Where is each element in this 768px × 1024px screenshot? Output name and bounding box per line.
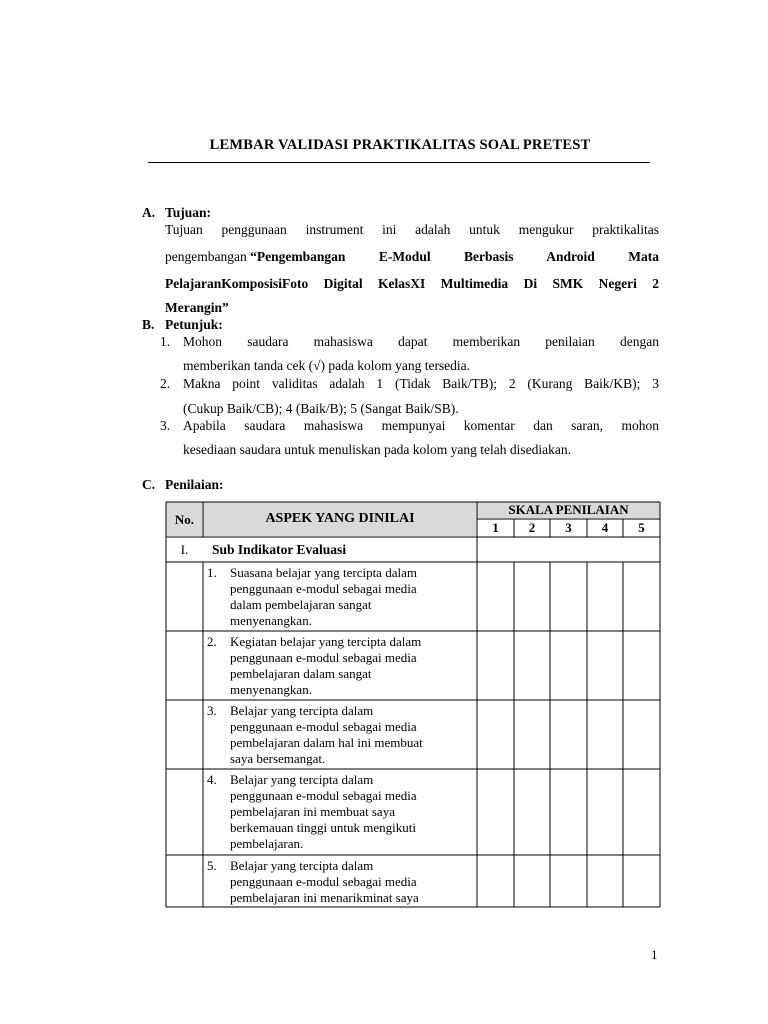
section-b-letter: B.: [142, 317, 155, 332]
row-3-line-3: pembelajaran dalam hal ini membuat: [230, 735, 423, 750]
section-b-heading: Petunjuk:: [165, 317, 223, 332]
row-3-line-4: saya bersemangat.: [230, 751, 326, 766]
header-no: No.: [174, 512, 195, 527]
section-a-line-2-bold: “Pengembangan E-Modul Berbasis Android Mata: [250, 249, 659, 264]
section-a-line-4: Merangin”: [165, 300, 229, 315]
page-number: 1: [651, 947, 658, 962]
row-4-line-5: pembelajaran.: [230, 836, 304, 851]
row-4-number: 4.: [207, 772, 217, 787]
scale-value-2: 2: [528, 520, 536, 535]
section-c-heading: Penilaian:: [165, 477, 224, 492]
row-2-line-1: Kegiatan belajar yang tercipta dalam: [230, 634, 422, 649]
row-5-line-2: penggunaan e-modul sebagai media: [230, 874, 417, 889]
row-1-line-3: dalam pembelajaran sangat: [230, 597, 372, 612]
section-a-line-3: PelajaranKomposisiFoto Digital KelasXI Multimedia Di SMK Negeri 2: [165, 276, 659, 291]
row-2-line-4: menyenangkan.: [230, 682, 312, 697]
instruction-3-line-1: Apabila saudara mahasiswa mempunyai komentar dan saran, mohon: [183, 418, 659, 433]
group-number: I.: [180, 542, 189, 557]
scale-value-1: 1: [492, 520, 499, 535]
scale-value-3: 3: [565, 520, 572, 535]
row-5-line-3: pembelajaran ini menarikminat saya: [230, 890, 419, 905]
instruction-2-number: 2.: [160, 376, 171, 391]
row-4-line-4: berkemauan tinggi untuk mengikuti: [230, 820, 416, 835]
row-3-line-1: Belajar yang tercipta dalam: [230, 703, 374, 718]
instruction-1-line-1: Mohon saudara mahasiswa dapat memberikan penilaian dengan: [183, 334, 659, 349]
instruction-2-line-2: (Cukup Baik/CB); 4 (Baik/B); 5 (Sangat Baik/SB).: [183, 401, 459, 416]
row-1-line-4: menyenangkan.: [230, 613, 312, 628]
scale-value-5: 5: [638, 520, 645, 535]
row-3-number: 3.: [207, 703, 217, 718]
section-a-line-2-prefix: pengembangan: [165, 249, 251, 264]
header-aspect: ASPEK YANG DINILAI: [265, 511, 415, 526]
section-a-letter: A.: [142, 205, 156, 220]
section-c-letter: C.: [142, 477, 156, 492]
row-2-line-2: penggunaan e-modul sebagai media: [230, 650, 417, 665]
row-1-line-2: penggunaan e-modul sebagai media: [230, 581, 417, 596]
scale-value-4: 4: [601, 520, 609, 535]
row-4-line-1: Belajar yang tercipta dalam: [230, 772, 374, 787]
row-5-line-1: Belajar yang tercipta dalam: [230, 858, 374, 873]
instruction-3-line-2: kesediaan saudara untuk menuliskan pada kolom yang telah disediakan.: [183, 442, 572, 457]
section-a-line-1: Tujuan penggunaan instrument ini adalah untuk mengukur praktikalitas: [165, 222, 659, 237]
row-2-line-3: pembelajaran dalam sangat: [230, 666, 372, 681]
row-3-line-2: penggunaan e-modul sebagai media: [230, 719, 417, 734]
instruction-3-number: 3.: [160, 418, 171, 433]
instruction-1-line-2: memberikan tanda cek (√) pada kolom yang tersedia.: [183, 358, 471, 373]
row-1-number: 1.: [207, 565, 217, 580]
group-label: Sub Indikator Evaluasi: [212, 542, 347, 557]
instruction-2-line-1: Makna point validitas adalah 1 (Tidak Baik/TB); 2 (Kurang Baik/KB); 3: [183, 376, 659, 391]
instruction-1-number: 1.: [160, 334, 171, 349]
row-5-number: 5.: [207, 858, 217, 873]
document-title: LEMBAR VALIDASI PRAKTIKALITAS SOAL PRETEST: [209, 137, 591, 153]
row-4-line-2: penggunaan e-modul sebagai media: [230, 788, 417, 803]
row-1-line-1: Suasana belajar yang tercipta dalam: [230, 565, 417, 580]
row-2-number: 2.: [207, 634, 217, 649]
header-scale: SKALA PENILAIAN: [508, 502, 629, 517]
section-a-heading: Tujuan:: [165, 205, 212, 220]
row-4-line-3: pembelajaran ini membuat saya: [230, 804, 395, 819]
